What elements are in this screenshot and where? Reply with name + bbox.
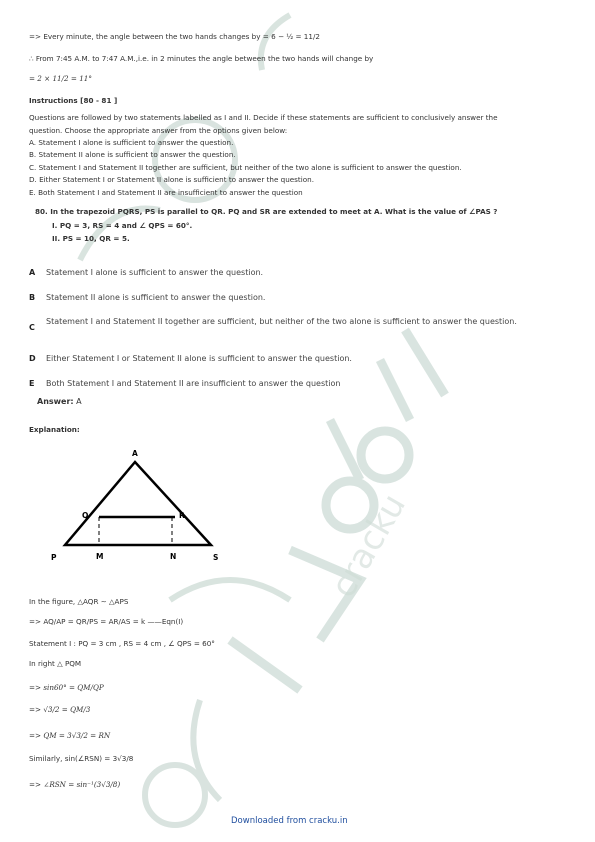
label-s: S bbox=[213, 553, 219, 562]
text-line: = 2 × 11/2 = 11° bbox=[29, 74, 92, 83]
trapezoid-figure bbox=[45, 445, 235, 565]
label-a: A bbox=[132, 449, 138, 458]
solution-line: => AQ/AP = QR/PS = AR/AS = k ——Eqn(I) bbox=[29, 617, 184, 626]
solution-line: => QM = 3√3/2 = RN bbox=[29, 731, 111, 740]
label-r: R bbox=[179, 511, 185, 520]
option-text: Statement I and Statement II together are sufficient, but neither of the two alone is sufficient to answer the question. bbox=[46, 317, 517, 326]
text-line: ∴ From 7:45 A.M. to 7:47 A.M.,i.e. in 2 minutes the angle between the two hands will change by bbox=[29, 54, 374, 63]
option-text: Either Statement I or Statement II alone is sufficient to answer the question. bbox=[46, 354, 352, 363]
triangle-apf bbox=[65, 462, 211, 545]
label-q: Q bbox=[82, 511, 89, 520]
explanation-heading: Explanation: bbox=[29, 425, 80, 434]
statement-two: II. PS = 10, QR = 5. bbox=[52, 234, 130, 243]
solution-line: => sin60° = QM/QP bbox=[29, 683, 104, 692]
solution-line: Similarly, sin(∠RSN) = 3√3/8 bbox=[29, 754, 134, 763]
option-text: Both Statement I and Statement II are insufficient to answer the question bbox=[46, 379, 341, 388]
footer-link[interactable]: Downloaded from cracku.in bbox=[231, 816, 348, 826]
instruction-line: D. Either Statement I or Statement II alone is sufficient to answer the question. bbox=[29, 175, 314, 184]
instructions-heading: Instructions [80 - 81 ] bbox=[29, 96, 118, 105]
svg-text:cracku: cracku bbox=[323, 487, 414, 605]
label-m: M bbox=[96, 552, 104, 561]
solution-line: In the figure, △AQR ∼ △APS bbox=[29, 597, 129, 606]
instruction-line: E. Both Statement I and Statement II are insufficient to answer the question bbox=[29, 188, 303, 197]
answer bbox=[37, 397, 82, 406]
solution-line: => √3/2 = QM/3 bbox=[29, 705, 91, 714]
instruction-line: A. Statement I alone is sufficient to answer the question. bbox=[29, 138, 234, 147]
option-letter: A bbox=[29, 268, 36, 277]
option-letter: E bbox=[29, 379, 35, 388]
answer-label: Answer: bbox=[37, 397, 74, 406]
solution-line: In right △ PQM bbox=[29, 659, 82, 668]
text-line: => Every minute, the angle between the two hands changes by = 6 − ½ = 11/2 bbox=[29, 32, 320, 41]
instruction-line: question. Choose the appropriate answer from the options given below: bbox=[29, 126, 288, 135]
option-text: Statement II alone is sufficient to answer the question. bbox=[46, 293, 266, 302]
instruction-line: B. Statement II alone is sufficient to answer the question. bbox=[29, 150, 236, 159]
label-n: N bbox=[170, 552, 177, 561]
option-letter: D bbox=[29, 354, 36, 363]
option-letter: B bbox=[29, 293, 36, 302]
solution-line: => ∠RSN = sin⁻¹(3√3/8) bbox=[29, 780, 121, 789]
question-text: 80. In the trapezoid PQRS, PS is parallel to QR. PQ and SR are extended to meet at A. What is the value of ∠PAS ? bbox=[35, 207, 498, 216]
option-letter: C bbox=[29, 323, 35, 332]
statement-one: I. PQ = 3, RS = 4 and ∠ QPS = 60°. bbox=[52, 221, 193, 230]
answer-value: A bbox=[76, 397, 82, 406]
solution-line: Statement I : PQ = 3 cm , RS = 4 cm , ∠ QPS = 60° bbox=[29, 639, 215, 648]
option-text: Statement I alone is sufficient to answer the question. bbox=[46, 268, 264, 277]
label-p: P bbox=[51, 553, 57, 562]
instruction-line: Questions are followed by two statements labelled as I and II. Decide if these statements are sufficient to conclusively answer the bbox=[29, 113, 498, 122]
instruction-line: C. Statement I and Statement II together are sufficient, but neither of the two alone is sufficient to answer the question. bbox=[29, 163, 462, 172]
